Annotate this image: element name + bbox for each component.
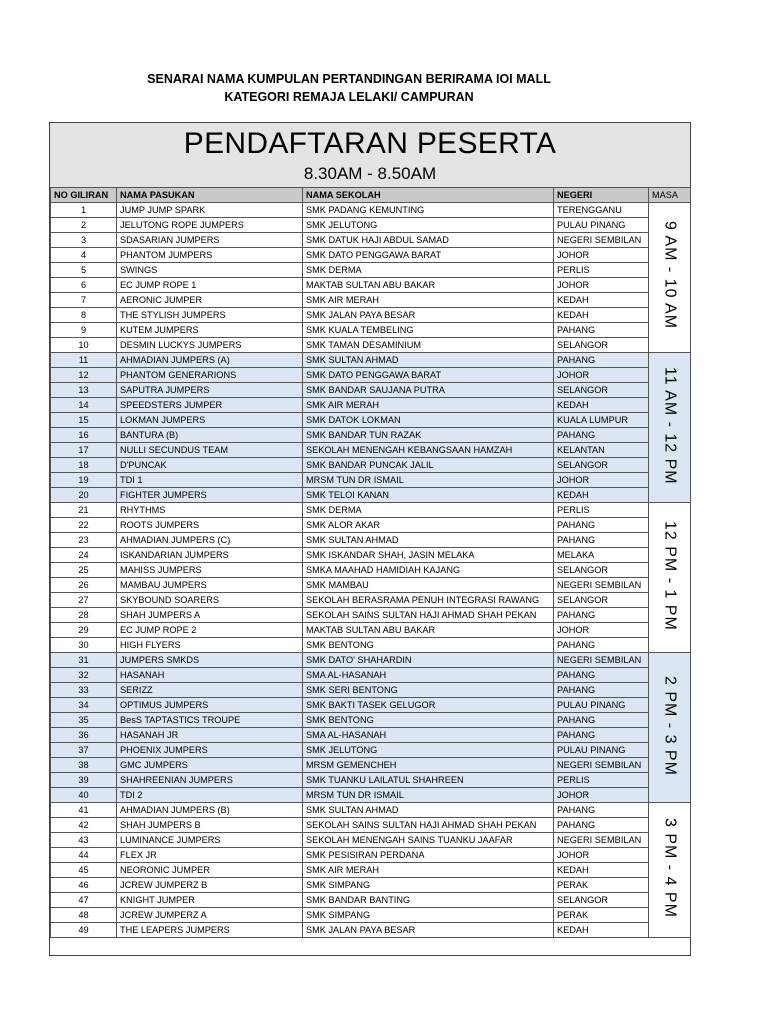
table-row [51, 563, 691, 578]
cell-school: SMK BANDAR BANTING [303, 893, 554, 908]
column-header-time: MASA [649, 188, 691, 203]
cell-team: ROOTS JUMPERS [117, 518, 303, 533]
cell-team: PHANTOM GENERARIONS [117, 368, 303, 383]
table-row [51, 443, 691, 458]
cell-school: MRSM GEMENCHEH [303, 758, 554, 773]
cell-school: SMK TAMAN DESAMINIUM [303, 338, 554, 353]
cell-no: 24 [51, 548, 117, 563]
cell-no: 26 [51, 578, 117, 593]
cell-no: 18 [51, 458, 117, 473]
time-slot-label: 9 AM - 10 AM [661, 221, 679, 330]
cell-state: KEDAH [554, 863, 649, 878]
cell-no: 44 [51, 848, 117, 863]
cell-team: BesS TAPTASTICS TROUPE [117, 713, 303, 728]
cell-state: PERAK [554, 908, 649, 923]
cell-school: SEKOLAH MENENGAH KEBANGSAAN HAMZAH [303, 443, 554, 458]
table-row [51, 668, 691, 683]
cell-state: SELANGOR [554, 593, 649, 608]
table-row [51, 548, 691, 563]
cell-no: 2 [51, 218, 117, 233]
cell-no: 20 [51, 488, 117, 503]
cell-state: JOHOR [554, 623, 649, 638]
cell-team: THE LEAPERS JUMPERS [117, 923, 303, 938]
cell-state: PAHANG [554, 818, 649, 833]
cell-state: PAHANG [554, 533, 649, 548]
cell-school: SMK JALAN PAYA BESAR [303, 308, 554, 323]
banner-title: PENDAFTARAN PESERTA [183, 127, 557, 160]
table-row [51, 203, 691, 218]
cell-team: SKYBOUND SOARERS [117, 593, 303, 608]
cell-no: 21 [51, 503, 117, 518]
table-row [51, 638, 691, 653]
cell-team: TDI 2 [117, 788, 303, 803]
table-row [51, 518, 691, 533]
cell-no: 32 [51, 668, 117, 683]
cell-state: SELANGOR [554, 383, 649, 398]
cell-school: SEKOLAH BERASRAMA PENUH INTEGRASI RAWANG [303, 593, 554, 608]
table-row [51, 908, 691, 923]
table-row [51, 323, 691, 338]
table-row [51, 308, 691, 323]
table-row [51, 593, 691, 608]
cell-state: PAHANG [554, 608, 649, 623]
time-slot-label: 2 PM - 3 PM [661, 675, 679, 776]
registration-banner [50, 123, 690, 187]
cell-state: PAHANG [554, 353, 649, 368]
table-row [51, 458, 691, 473]
table-row [51, 248, 691, 263]
time-slot-cell [649, 653, 691, 803]
cell-no: 34 [51, 698, 117, 713]
table-row [51, 488, 691, 503]
cell-no: 3 [51, 233, 117, 248]
cell-school: SMA AL-HASANAH [303, 668, 554, 683]
cell-state: SELANGOR [554, 458, 649, 473]
table-row [51, 263, 691, 278]
cell-team: AERONIC JUMPER [117, 293, 303, 308]
column-header-school: NAMA SEKOLAH [303, 188, 554, 203]
cell-no: 25 [51, 563, 117, 578]
cell-state: PAHANG [554, 683, 649, 698]
cell-team: PHOENIX JUMPERS [117, 743, 303, 758]
cell-no: 5 [51, 263, 117, 278]
cell-state: PULAU PINANG [554, 218, 649, 233]
cell-team: TDI 1 [117, 473, 303, 488]
cell-team: EC JUMP ROPE 2 [117, 623, 303, 638]
cell-state: SELANGOR [554, 563, 649, 578]
cell-state: PAHANG [554, 713, 649, 728]
table-row [51, 788, 691, 803]
table-row [51, 383, 691, 398]
cell-school: SMK KUALA TEMBELING [303, 323, 554, 338]
cell-state: JOHOR [554, 368, 649, 383]
table-row [51, 833, 691, 848]
cell-no: 17 [51, 443, 117, 458]
cell-no: 1 [51, 203, 117, 218]
cell-team: HASANAH JR [117, 728, 303, 743]
cell-no: 35 [51, 713, 117, 728]
table-row [51, 233, 691, 248]
time-slot-label: 3 PM - 4 PM [661, 818, 679, 918]
cell-no: 43 [51, 833, 117, 848]
cell-school: SMK PADANG KEMUNTING [303, 203, 554, 218]
cell-school: SMK BAKTI TASEK GELUGOR [303, 698, 554, 713]
cell-team: NEORONIC JUMPER [117, 863, 303, 878]
cell-no: 14 [51, 398, 117, 413]
cell-school: SMK SERI BENTONG [303, 683, 554, 698]
cell-school: SMK PESISIRAN PERDANA [303, 848, 554, 863]
cell-school: SMK DATO PENGGAWA BARAT [303, 248, 554, 263]
cell-no: 12 [51, 368, 117, 383]
cell-no: 4 [51, 248, 117, 263]
cell-school: MRSM TUN DR ISMAIL [303, 788, 554, 803]
cell-no: 42 [51, 818, 117, 833]
cell-no: 22 [51, 518, 117, 533]
cell-school: SMK JELUTONG [303, 743, 554, 758]
cell-team: BANTURA (B) [117, 428, 303, 443]
table-row [51, 473, 691, 488]
cell-school: MAKTAB SULTAN ABU BAKAR [303, 278, 554, 293]
cell-school: SMK TELOI KANAN [303, 488, 554, 503]
cell-no: 40 [51, 788, 117, 803]
cell-school: SMK BANDAR TUN RAZAK [303, 428, 554, 443]
cell-state: PAHANG [554, 428, 649, 443]
cell-state: NEGERI SEMBILAN [554, 833, 649, 848]
registration-sheet [49, 122, 691, 956]
table-row [51, 773, 691, 788]
cell-team: DESMIN LUCKYS JUMPERS [117, 338, 303, 353]
cell-school: SMK DATUK HAJI ABDUL SAMAD [303, 233, 554, 248]
cell-no: 15 [51, 413, 117, 428]
cell-team: HIGH FLYERS [117, 638, 303, 653]
cell-team: FLEX JR [117, 848, 303, 863]
cell-team: GMC JUMPERS [117, 758, 303, 773]
cell-team: LOKMAN JUMPERS [117, 413, 303, 428]
cell-no: 7 [51, 293, 117, 308]
cell-school: SEKOLAH SAINS SULTAN HAJI AHMAD SHAH PEKAN [303, 608, 554, 623]
cell-team: JCREW JUMPERZ A [117, 908, 303, 923]
cell-state: SELANGOR [554, 893, 649, 908]
cell-school: SMK BENTONG [303, 638, 554, 653]
cell-team: JCREW JUMPERZ B [117, 878, 303, 893]
cell-state: KELANTAN [554, 443, 649, 458]
cell-team: NULLI SECUNDUS TEAM [117, 443, 303, 458]
cell-school: MRSM TUN DR ISMAIL [303, 473, 554, 488]
table-row [51, 923, 691, 938]
cell-no: 47 [51, 893, 117, 908]
table-row [51, 863, 691, 878]
cell-state: JOHOR [554, 788, 649, 803]
cell-no: 6 [51, 278, 117, 293]
table-row [51, 368, 691, 383]
registration-time: 8.30AM - 8.50AM [303, 164, 437, 183]
cell-team: SHAH JUMPERS A [117, 608, 303, 623]
cell-no: 29 [51, 623, 117, 638]
table-row [51, 878, 691, 893]
cell-state: NEGERI SEMBILAN [554, 233, 649, 248]
cell-state: PAHANG [554, 728, 649, 743]
cell-state: NEGERI SEMBILAN [554, 653, 649, 668]
table-row [51, 218, 691, 233]
cell-team: EC JUMP ROPE 1 [117, 278, 303, 293]
cell-no: 41 [51, 803, 117, 818]
column-header-state: NEGERI [554, 188, 649, 203]
cell-state: PULAU PINANG [554, 698, 649, 713]
table-row [51, 413, 691, 428]
cell-state: KUALA LUMPUR [554, 413, 649, 428]
cell-state: TERENGGANU [554, 203, 649, 218]
cell-state: NEGERI SEMBILAN [554, 578, 649, 593]
cell-school: SMK AIR MERAH [303, 293, 554, 308]
table-row [51, 623, 691, 638]
cell-state: PAHANG [554, 518, 649, 533]
cell-no: 23 [51, 533, 117, 548]
cell-team: PHANTOM JUMPERS [117, 248, 303, 263]
cell-no: 13 [51, 383, 117, 398]
cell-school: SMK SULTAN AHMAD [303, 803, 554, 818]
cell-school: SEKOLAH MENENGAH SAINS TUANKU JAAFAR [303, 833, 554, 848]
cell-state: JOHOR [554, 278, 649, 293]
cell-no: 27 [51, 593, 117, 608]
cell-school: SMK JALAN PAYA BESAR [303, 923, 554, 938]
cell-no: 45 [51, 863, 117, 878]
cell-team: SPEEDSTERS JUMPER [117, 398, 303, 413]
cell-team: KUTEM JUMPERS [117, 323, 303, 338]
column-header-no: NO GILIRAN [51, 188, 117, 203]
cell-state: JOHOR [554, 473, 649, 488]
cell-state: PAHANG [554, 323, 649, 338]
cell-no: 16 [51, 428, 117, 443]
cell-no: 31 [51, 653, 117, 668]
cell-school: SMK AIR MERAH [303, 398, 554, 413]
cell-state: KEDAH [554, 308, 649, 323]
cell-no: 48 [51, 908, 117, 923]
cell-school: SMK AIR MERAH [303, 863, 554, 878]
cell-state: PERLIS [554, 773, 649, 788]
heading-line-1: SENARAI NAMA KUMPULAN PERTANDINGAN BERIRAMA IOI MALL [147, 72, 551, 86]
cell-state: SELANGOR [554, 338, 649, 353]
table-row [51, 893, 691, 908]
cell-school: SMK MAMBAU [303, 578, 554, 593]
cell-team: AHMADIAN JUMPERS (A) [117, 353, 303, 368]
table-row [51, 608, 691, 623]
cell-school: SMK SULTAN AHMAD [303, 533, 554, 548]
cell-school: SMK DATO' SHAHARDIN [303, 653, 554, 668]
table-row [51, 803, 691, 818]
cell-team: SDASARIAN JUMPERS [117, 233, 303, 248]
cell-team: D'PUNCAK [117, 458, 303, 473]
cell-team: KNIGHT JUMPER [117, 893, 303, 908]
table-row [51, 398, 691, 413]
cell-no: 10 [51, 338, 117, 353]
table-row [51, 713, 691, 728]
cell-team: THE STYLISH JUMPERS [117, 308, 303, 323]
cell-no: 33 [51, 683, 117, 698]
cell-school: SMK ALOR AKAR [303, 518, 554, 533]
cell-state: PULAU PINANG [554, 743, 649, 758]
cell-team: OPTIMUS JUMPERS [117, 698, 303, 713]
cell-state: PAHANG [554, 668, 649, 683]
cell-team: AHMADIAN JUMPERS (C) [117, 533, 303, 548]
time-slot-cell [649, 503, 691, 653]
cell-team: RHYTHMS [117, 503, 303, 518]
cell-team: HASANAH [117, 668, 303, 683]
cell-school: SMK JELUTONG [303, 218, 554, 233]
table-row [51, 758, 691, 773]
table-row [51, 338, 691, 353]
cell-school: SEKOLAH SAINS SULTAN HAJI AHMAD SHAH PEKAN [303, 818, 554, 833]
cell-state: NEGERI SEMBILAN [554, 758, 649, 773]
cell-team: MAMBAU JUMPERS [117, 578, 303, 593]
cell-school: SMA AL-HASANAH [303, 728, 554, 743]
cell-state: JOHOR [554, 848, 649, 863]
table-row [51, 848, 691, 863]
cell-school: MAKTAB SULTAN ABU BAKAR [303, 623, 554, 638]
time-slot-cell [649, 803, 691, 938]
table-row [51, 533, 691, 548]
table-body [51, 203, 691, 938]
cell-school: SMK SIMPANG [303, 878, 554, 893]
cell-no: 19 [51, 473, 117, 488]
cell-state: KEDAH [554, 293, 649, 308]
cell-school: SMK TUANKU LAILATUL SHAHREEN [303, 773, 554, 788]
cell-state: JOHOR [554, 248, 649, 263]
cell-school: SMK BENTONG [303, 713, 554, 728]
cell-school: SMK SIMPANG [303, 908, 554, 923]
cell-no: 38 [51, 758, 117, 773]
cell-state: PAHANG [554, 803, 649, 818]
cell-team: JUMPERS SMKDS [117, 653, 303, 668]
cell-state: KEDAH [554, 488, 649, 503]
cell-state: PERAK [554, 878, 649, 893]
heading-line-2: KATEGORI REMAJA LELAKI/ CAMPURAN [224, 90, 474, 104]
cell-state: PERLIS [554, 263, 649, 278]
cell-team: LUMINANCE JUMPERS [117, 833, 303, 848]
cell-school: SMK DATOK LOKMAN [303, 413, 554, 428]
cell-no: 11 [51, 353, 117, 368]
cell-team: ISKANDARIAN JUMPERS [117, 548, 303, 563]
cell-state: MELAKA [554, 548, 649, 563]
cell-no: 46 [51, 878, 117, 893]
time-slot-cell [649, 203, 691, 353]
cell-school: SMKA MAAHAD HAMIDIAH KAJANG [303, 563, 554, 578]
cell-team: SHAHREENIAN JUMPERS [117, 773, 303, 788]
time-slot-label: 12 PM - 1 PM [661, 520, 679, 631]
cell-no: 8 [51, 308, 117, 323]
cell-school: SMK ISKANDAR SHAH, JASIN MELAKA [303, 548, 554, 563]
cell-team: SWINGS [117, 263, 303, 278]
cell-state: PAHANG [554, 638, 649, 653]
time-slot-label: 11 AM - 12 PM [661, 366, 679, 485]
cell-state: KEDAH [554, 398, 649, 413]
cell-team: SERIZZ [117, 683, 303, 698]
cell-state: KEDAH [554, 923, 649, 938]
table-row [51, 503, 691, 518]
cell-no: 39 [51, 773, 117, 788]
cell-team: SAPUTRA JUMPERS [117, 383, 303, 398]
table-row [51, 278, 691, 293]
page-heading [0, 70, 698, 106]
time-slot-cell [649, 353, 691, 503]
cell-no: 49 [51, 923, 117, 938]
table-row [51, 353, 691, 368]
table-row [51, 653, 691, 668]
cell-no: 9 [51, 323, 117, 338]
table-row [51, 728, 691, 743]
cell-team: JUMP JUMP SPARK [117, 203, 303, 218]
cell-state: PERLIS [554, 503, 649, 518]
cell-school: SMK BANDAR PUNCAK JALIL [303, 458, 554, 473]
table-row [51, 578, 691, 593]
cell-team: JELUTONG ROPE JUMPERS [117, 218, 303, 233]
table-row [51, 698, 691, 713]
cell-team: MAHISS JUMPERS [117, 563, 303, 578]
cell-school: SMK DERMA [303, 263, 554, 278]
schedule-table [50, 187, 691, 938]
table-row [51, 683, 691, 698]
cell-no: 36 [51, 728, 117, 743]
cell-no: 37 [51, 743, 117, 758]
table-header-row [51, 188, 691, 203]
cell-team: FIGHTER JUMPERS [117, 488, 303, 503]
table-row [51, 428, 691, 443]
cell-school: SMK DERMA [303, 503, 554, 518]
cell-team: SHAH JUMPERS B [117, 818, 303, 833]
table-row [51, 818, 691, 833]
table-row [51, 293, 691, 308]
table-row [51, 743, 691, 758]
cell-school: SMK SULTAN AHMAD [303, 353, 554, 368]
cell-school: SMK BANDAR SAUJANA PUTRA [303, 383, 554, 398]
cell-team: AHMADIAN JUMPERS (B) [117, 803, 303, 818]
cell-school: SMK DATO PENGGAWA BARAT [303, 368, 554, 383]
column-header-team: NAMA PASUKAN [117, 188, 303, 203]
cell-no: 30 [51, 638, 117, 653]
cell-no: 28 [51, 608, 117, 623]
